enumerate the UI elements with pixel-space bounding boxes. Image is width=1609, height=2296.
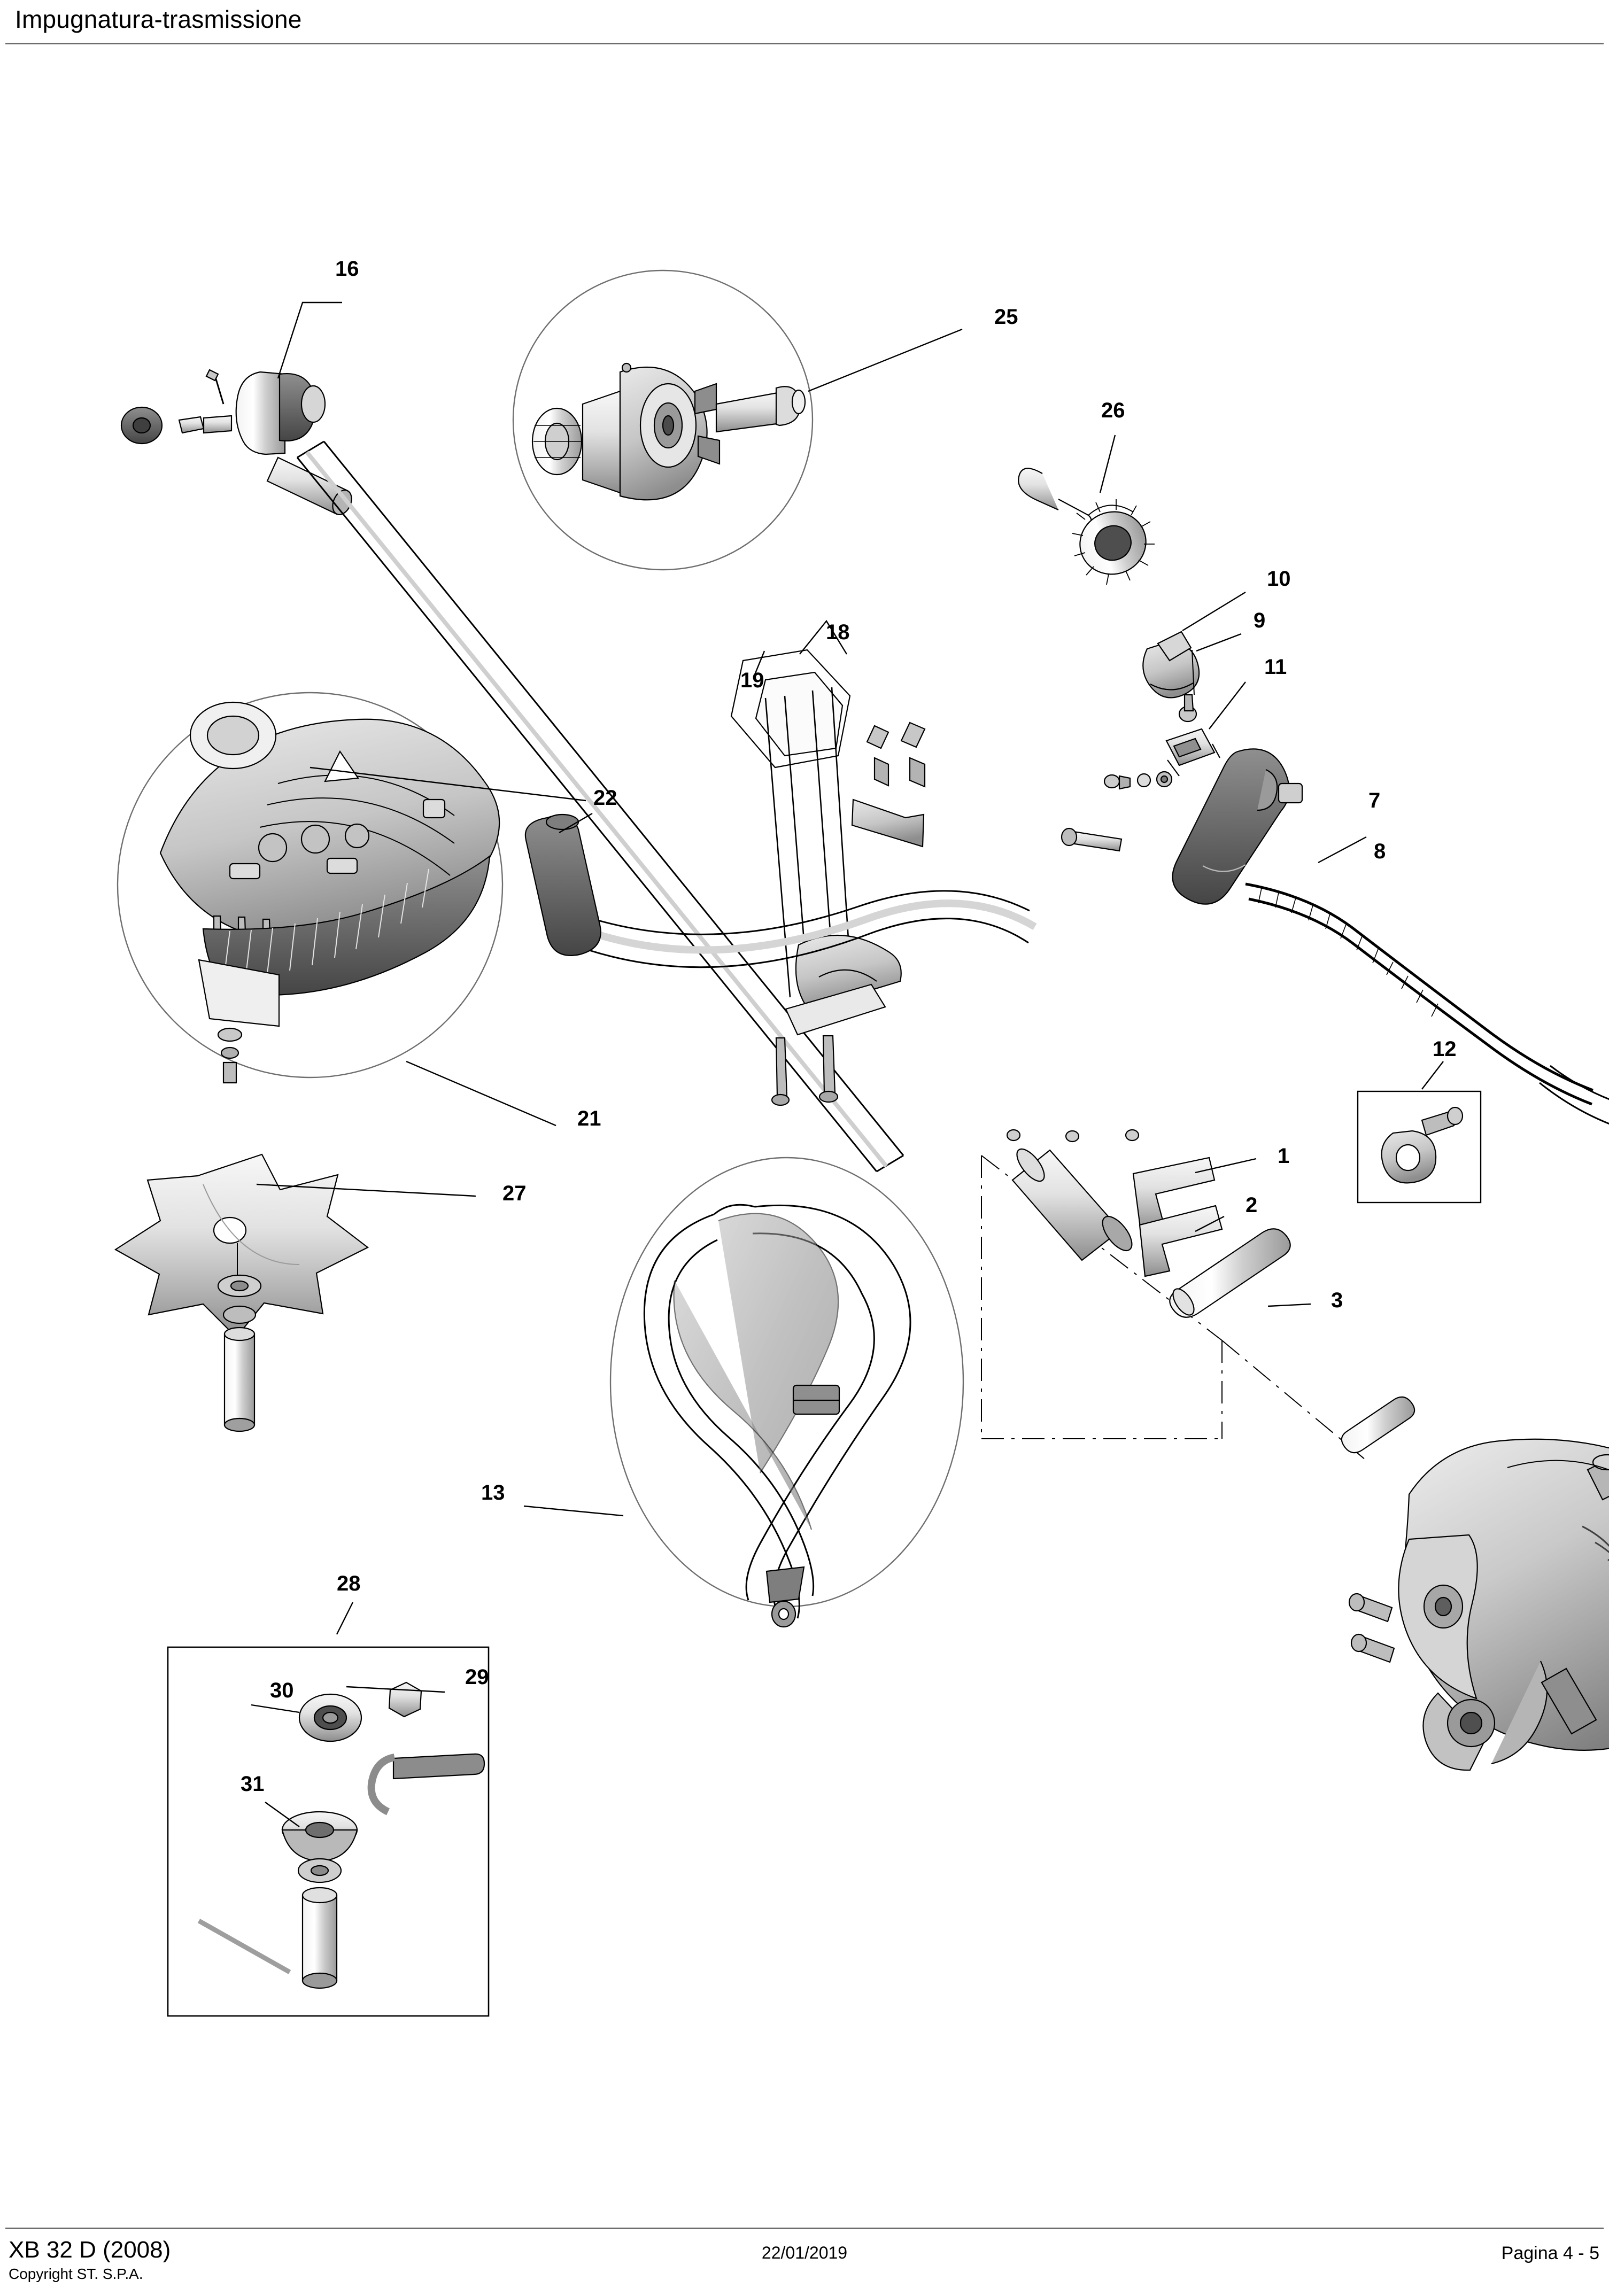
callout-2: 2 <box>1246 1193 1258 1217</box>
part-12-clip-box <box>1358 1091 1481 1203</box>
callout-22: 22 <box>593 786 617 810</box>
footer-divider <box>5 2228 1604 2229</box>
callout-21: 21 <box>577 1107 601 1130</box>
callout-30: 30 <box>270 1679 294 1702</box>
part-10-lever <box>1143 632 1199 697</box>
callout-8: 8 <box>1374 840 1386 863</box>
part-13-harness-detail <box>610 1158 963 1627</box>
exploded-diagram <box>0 51 1609 2221</box>
part-21-guard-detail <box>118 693 502 1083</box>
callout-19: 19 <box>740 669 764 692</box>
footer-page-number: Pagina 4 - 5 <box>1501 2243 1599 2263</box>
callout-28: 28 <box>337 1572 361 1595</box>
page-title: Impugnatura-trasmissione <box>15 5 302 33</box>
diagram-svg <box>0 51 1609 2221</box>
callout-29: 29 <box>465 1665 489 1689</box>
part-26-gear-wrench <box>1018 468 1155 585</box>
footer-date: 22/01/2019 <box>761 2243 848 2262</box>
callout-10: 10 <box>1267 567 1291 591</box>
callout-9: 9 <box>1254 609 1266 632</box>
footer-model: XB 32 D (2008) <box>9 2237 171 2263</box>
part-1-2-3-shaft <box>981 1130 1414 1462</box>
callout-12: 12 <box>1433 1037 1457 1061</box>
part-25-detail-circle <box>513 270 813 570</box>
callout-18: 18 <box>826 620 850 644</box>
callout-1: 1 <box>1278 1144 1290 1168</box>
header-divider <box>5 43 1604 44</box>
page-header <box>0 0 1609 51</box>
callout-31: 31 <box>241 1772 265 1796</box>
callout-11: 11 <box>1264 655 1287 679</box>
part-18-19-brackets <box>731 650 925 1105</box>
callout-3: 3 <box>1331 1289 1343 1312</box>
callout-7: 7 <box>1368 789 1381 812</box>
part-small-fasteners <box>1062 772 1172 851</box>
callout-25: 25 <box>994 305 1018 329</box>
part-engine-assembly <box>1349 1439 1609 1770</box>
footer-copyright: Copyright ST. S.P.A. <box>9 2266 143 2282</box>
part-27-blade <box>115 1154 368 1431</box>
part-11-clamp <box>1166 729 1220 776</box>
callout-27: 27 <box>502 1182 527 1205</box>
callout-16: 16 <box>335 257 359 281</box>
callout-26: 26 <box>1101 399 1125 422</box>
part-28-tool-box <box>168 1647 489 2016</box>
callout-13: 13 <box>481 1481 505 1504</box>
